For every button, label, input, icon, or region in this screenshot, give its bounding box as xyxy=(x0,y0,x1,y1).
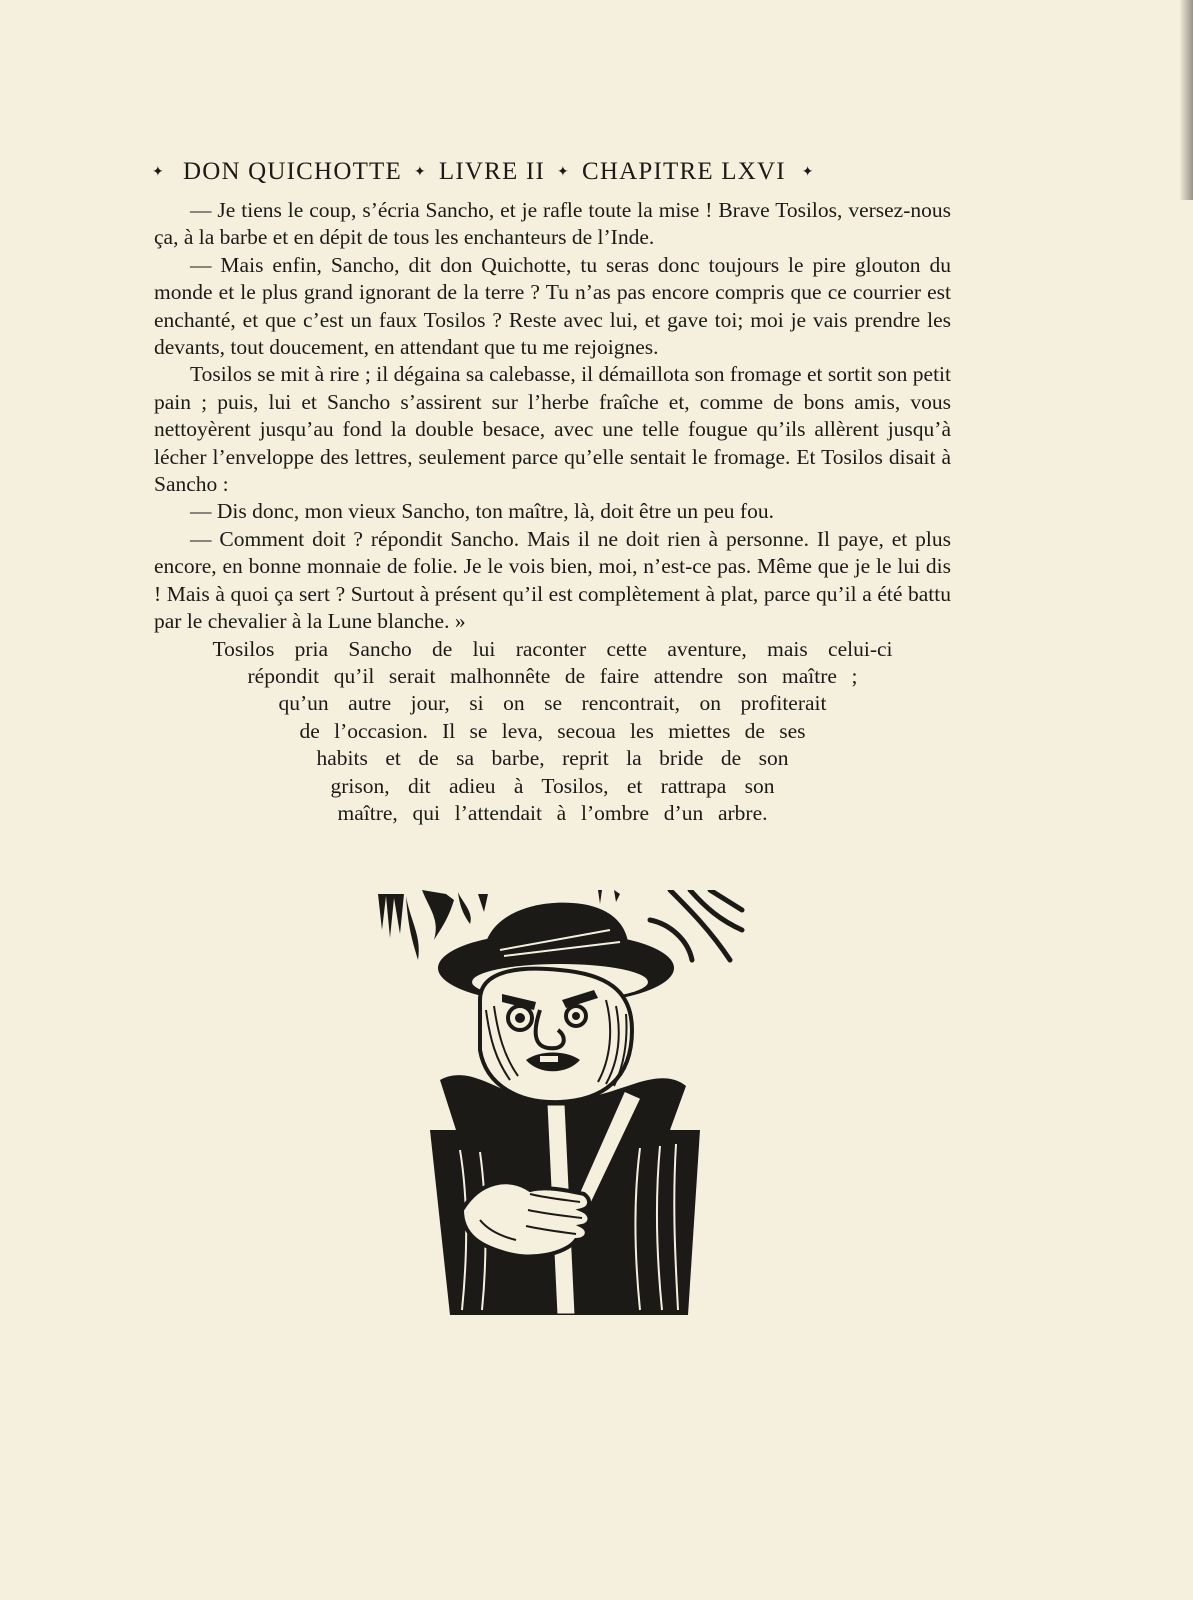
taper-line: Tosilos pria Sancho de lui raconter cette aventure, mais celui-ci xyxy=(212,636,893,661)
taper-line: maître, qui l’attendait à l’ombre d’un arbre. xyxy=(337,800,768,825)
woodcut-illustration-sancho xyxy=(370,890,765,1315)
page-edge-shadow xyxy=(1179,0,1193,200)
paragraph: — Mais enfin, Sancho, dit don Quichotte, tu seras donc toujours le pire glouton du monde et le plus grand ignorant de la terre ? Tu n’as pas encore compris que ce courrier est enchanté, et que c’est un faux Tosilos ? Reste avec lui, et gave toi; moi je vais prendre les devants, tout doucement, en attendant que tu me rejoignes. xyxy=(154,252,951,360)
ornament-icon: ✦ xyxy=(557,165,570,180)
ornament-icon: ✦ xyxy=(801,165,815,180)
taper-line: répondit qu’il serait malhonnête de faire attendre son maître ; xyxy=(247,663,858,688)
taper-line: qu’un autre jour, si on se rencontrait, on profiterait xyxy=(278,691,827,716)
tapered-closing-paragraph xyxy=(154,636,951,828)
running-header xyxy=(152,158,952,186)
ornament-icon: ✦ xyxy=(152,165,165,180)
ornament-icon: ✦ xyxy=(413,165,427,180)
taper-line: de l’occasion. Il se leva, secoua les miettes de ses xyxy=(299,718,806,743)
taper-line: habits et de sa barbe, reprit la bride de son xyxy=(316,746,789,771)
paragraph: — Comment doit ? répondit Sancho. Mais il ne doit rien à personne. Il paye, et plus encore, en bonne monnaie de folie. Je le vois bien, moi, n’est-ce pas. Même que je le lui dis ! Mais à quoi ça sert ? Surtout à présent qu’il est complètement à plat, parce qu’il a été battu par le chevalier à la Lune blanche. » xyxy=(154,526,951,634)
taper-line: grison, dit adieu à Tosilos, et rattrapa son xyxy=(330,773,775,798)
body-text xyxy=(154,197,951,827)
paragraph: Tosilos se mit à rire ; il dégaina sa calebasse, il démaillota son fromage et sortit son petit pain ; puis, lui et Sancho s’assirent sur l’herbe fraîche et, comme de bons amis, vous nettoyèrent jusqu’au fond la double besace, avec une telle fougue qu’ils allèrent jusqu’à lécher l’enveloppe des lettres, seulement parce qu’elle sentait le fromage. Et Tosilos disait à Sancho : xyxy=(154,362,951,497)
header-volume: LIVRE II xyxy=(438,158,546,185)
header-book-title: DON QUICHOTTE xyxy=(182,158,402,185)
paragraph: — Je tiens le coup, s’écria Sancho, et je rafle toute la mise ! Brave Tosilos, versez-nous ça, à la barbe et en dépit de tous les enchanteurs de l’Inde. xyxy=(154,198,951,250)
header-chapter: CHAPITRE LXVI xyxy=(581,158,786,185)
paragraph: — Dis donc, mon vieux Sancho, ton maître, là, doit être un peu fou. xyxy=(190,499,774,524)
